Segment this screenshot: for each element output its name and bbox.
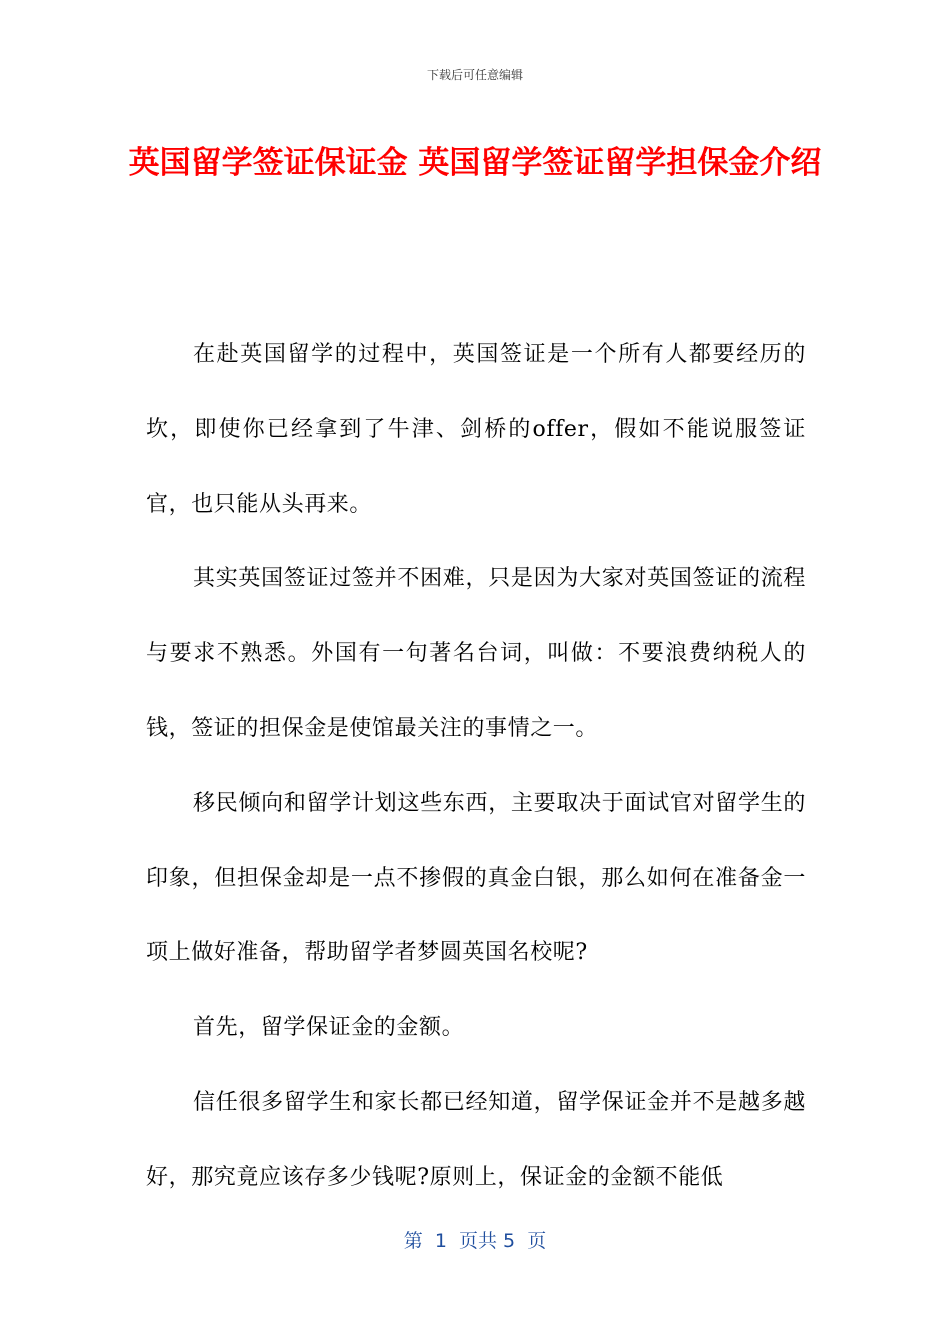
paragraph: 移民倾向和留学计划这些东西，主要取决于面试官对留学生的印象，但担保金却是一点不掺假的真金白银，那么如何在准备金一项上做好准备，帮助留学者梦圆英国名校呢? [146,790,806,966]
paragraph: 信任很多留学生和家长都已经知道，留学保证金并不是越多越好，那究竟应该存多少钱呢?原则上，保证金的金额不能低 [146,1089,806,1190]
document-title: 英国留学签证保证金 英国留学签证留学担保金介绍 [128,145,822,181]
header-note: 下载后可任意编辑 [426,68,523,82]
document-body [146,318,806,1216]
page-number-footer: 第 1 页共 5 页 [403,1230,547,1252]
paragraph: 其实英国签证过签并不困难，只是因为大家对英国签证的流程与要求不熟悉。外国有一句著名台词，叫做：不要浪费纳税人的钱，签证的担保金是使馆最关注的事情之一。 [146,566,806,741]
paragraph: 首先，留学保证金的金额。 [193,1015,465,1041]
paragraph: 在赴英国留学的过程中，英国签证是一个所有人都要经历的坎，即使你已经拿到了牛津、剑桥的offer，假如不能说服签证官，也只能从头再来。 [146,342,806,517]
